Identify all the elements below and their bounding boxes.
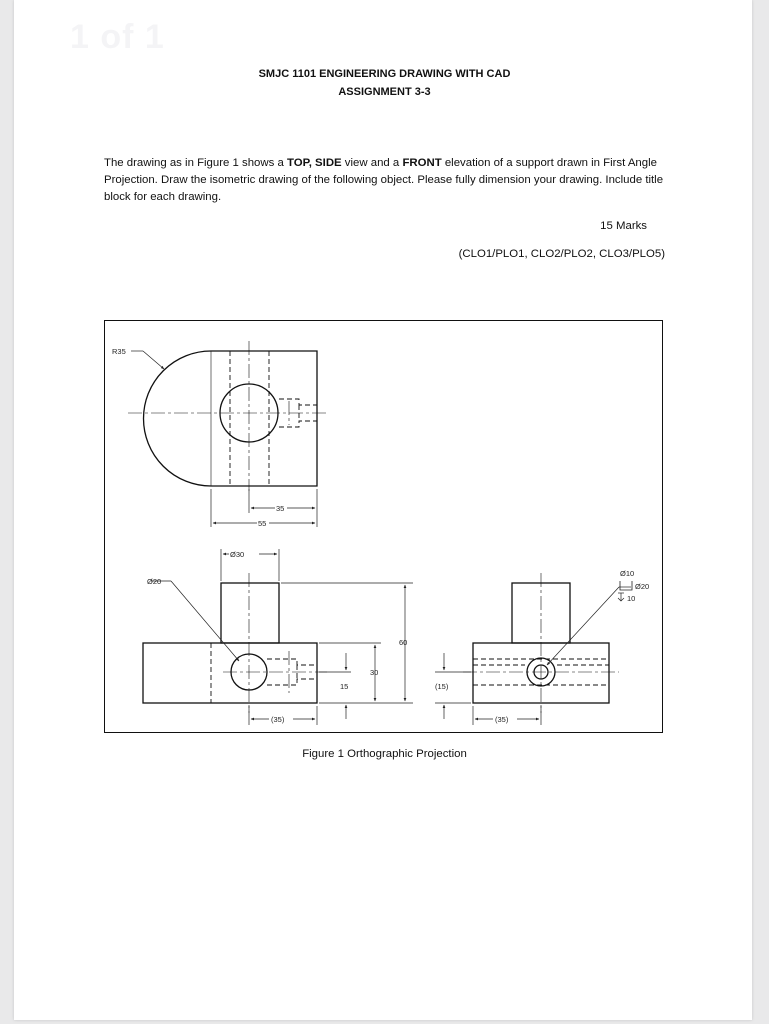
dim-35-top: 35 [276,504,285,513]
dim-dia20: Ø20 [147,577,162,586]
hole-dia10: Ø10 [620,569,635,578]
dim-dia30: Ø30 [230,550,245,559]
learning-outcomes: (CLO1/PLO1, CLO2/PLO2, CLO3/PLO5) [458,248,665,260]
dim-r35: R35 [112,347,126,356]
dim-35-side-ref: (35) [495,715,509,724]
assignment-title: ASSIGNMENT 3-3 [338,86,431,98]
dim-35-front-ref: (35) [271,715,285,724]
dim-30: 30 [370,668,379,677]
page-indicator: 1 of 1 [70,18,165,56]
dim-55-top: 55 [258,519,267,528]
course-title: SMJC 1101 ENGINEERING DRAWING WITH CAD [258,68,511,80]
front-view [143,573,327,713]
side-view [463,573,619,713]
hole-counterbore-dia20: Ø20 [635,582,650,591]
orthographic-drawing [105,321,664,734]
marks-label: 15 Marks [600,220,647,232]
dim-15-ref: (15) [435,682,449,691]
dim-15: 15 [340,682,349,691]
figure-caption: Figure 1 Orthographic Projection [302,748,467,760]
figure-frame [104,320,663,733]
hole-depth-10: 10 [627,594,636,603]
top-view-dimensions [131,351,317,527]
dim-60: 60 [399,638,408,647]
depth-icon [618,593,624,601]
front-view-dimensions [151,549,413,725]
instructions-paragraph: The drawing as in Figure 1 shows a TOP, SIDE view and a FRONT elevation of a support drawn in First Angle Projection. Draw the isometric drawing of the following object. Please fully dimension your drawing. Include title block for each drawing. [104,157,664,203]
